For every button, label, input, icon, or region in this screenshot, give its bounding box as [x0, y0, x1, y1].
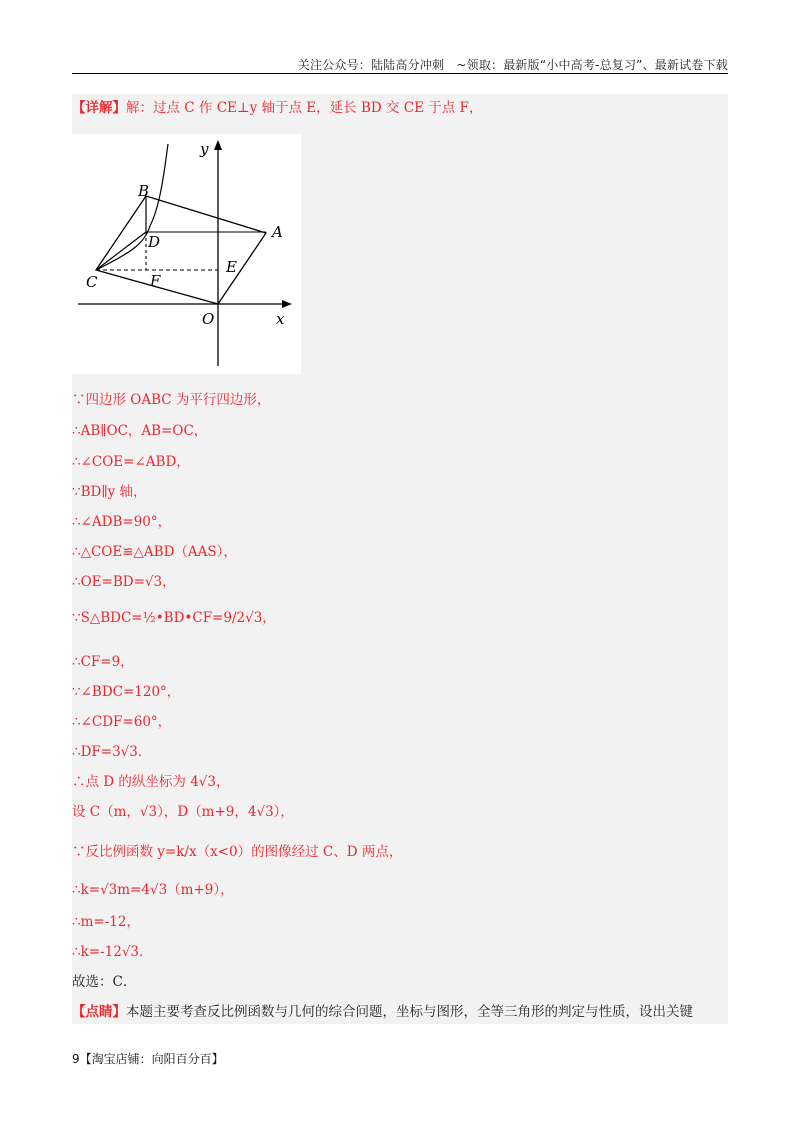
comment-line: [72, 1006, 693, 1020]
derivation-line: ∴AB∥OC，AB=OC，: [72, 423, 208, 439]
y-axis-arrow: [214, 140, 222, 150]
answer-line: 故选：C．: [72, 974, 137, 990]
derivation-line-area: ∵S△BDC=½•BD•CF=9/2√3，: [72, 610, 276, 626]
comment-text: 本题主要考查反比例函数与几何的综合问题，坐标与图形，全等三角形的判定与性质，设出关键: [126, 1004, 693, 1020]
label-o: O: [202, 310, 215, 328]
label-y: y: [200, 140, 209, 158]
derivation-line: ∴m=-12，: [72, 914, 140, 930]
derivation-line: ∴∠CDF=60°，: [72, 714, 172, 730]
derivation-line: ∵BD∥y 轴，: [72, 484, 147, 500]
label-a: A: [272, 223, 283, 241]
label-d: D: [148, 233, 161, 251]
header-rule: [72, 73, 728, 74]
label-b: B: [138, 182, 150, 200]
detail-tag: 【详解】: [72, 100, 126, 116]
derivation-line: ∴∠COE=∠ABD，: [72, 454, 190, 470]
derivation-line: ∵四边形 OABC 为平行四边形，: [72, 392, 271, 408]
derivation-line: ∴△COE≌△ABD（AAS），: [72, 544, 237, 560]
derivation-line: ∴点 D 的纵坐标为 4√3，: [72, 774, 230, 790]
derivation-line: ∴k=√3m=4√3（m+9），: [72, 882, 234, 898]
derivation-line: ∴DF=3√3．: [72, 744, 152, 760]
intro-text: 解：过点 C 作 CE⊥y 轴于点 E，延长 BD 交 CE 于点 F，: [126, 100, 483, 116]
page-header: 关注公众号：陆陆高分冲刺 ~领取：最新版“小中高考-总复习”、最新试卷下载: [297, 58, 728, 72]
derivation-line: ∴∠ADB=90°，: [72, 514, 172, 530]
x-axis-arrow: [282, 300, 292, 308]
label-c: C: [86, 273, 98, 291]
segment-dc: [96, 232, 146, 270]
derivation-line-function: ∵反比例函数 y=k/x（x<0）的图像经过 C、D 两点，: [72, 844, 403, 860]
hyperbola-curve: [96, 144, 168, 270]
comment-tag: 【点睛】: [72, 1004, 126, 1020]
derivation-line: ∴CF=9，: [72, 654, 134, 670]
label-f: F: [150, 272, 161, 290]
derivation-line: ∴OE=BD=√3，: [72, 574, 176, 590]
coordinate-diagram: [72, 134, 301, 374]
page-footer: 9【淘宝店铺：向阳百分百】: [72, 1052, 224, 1066]
solution-block: [72, 94, 728, 1024]
label-e: E: [226, 258, 237, 276]
geometry-figure: [72, 134, 301, 374]
derivation-line: ∴k=-12√3．: [72, 944, 153, 960]
derivation-line: 设 C（m，√3），D（m+9，4√3），: [72, 804, 294, 820]
solution-intro: [72, 102, 482, 116]
derivation-line: ∵∠BDC=120°，: [72, 684, 181, 700]
label-x: x: [276, 310, 285, 328]
